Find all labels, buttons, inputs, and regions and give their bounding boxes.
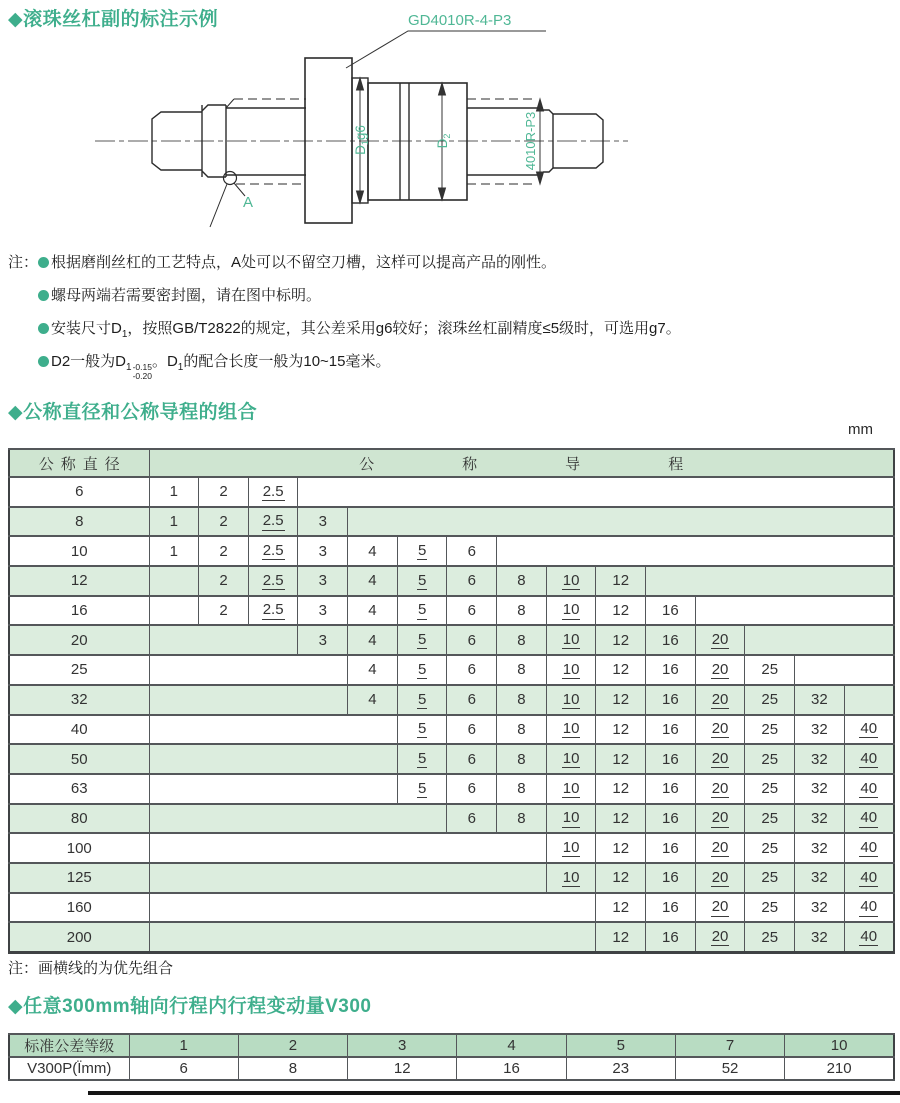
- unit-label: mm: [848, 421, 873, 438]
- preferred-lead: 10: [562, 571, 580, 589]
- lead-cell: 16: [646, 833, 696, 863]
- lead-cell: [397, 536, 447, 566]
- lead-cell: [695, 833, 745, 863]
- lead-cell: 32: [795, 715, 845, 745]
- v300-value-cell: 12: [348, 1057, 457, 1080]
- lead-header-char: 称: [462, 455, 478, 473]
- diameter-cell: 125: [9, 863, 149, 893]
- lead-cell: 6: [447, 715, 497, 745]
- note-item: 螺母两端若需要密封圈，请在图中标明。: [38, 279, 681, 312]
- lead-cell: 25: [745, 715, 795, 745]
- lead-cell: 4: [348, 685, 398, 715]
- lead-cell: 12: [596, 685, 646, 715]
- lead-cell: 4: [348, 536, 398, 566]
- table-row: [9, 833, 894, 863]
- lead-cell: 16: [646, 715, 696, 745]
- lead-cell: 2: [199, 596, 249, 626]
- lead-cell: 1: [149, 536, 199, 566]
- preferred-lead: 2.5: [262, 571, 284, 589]
- lead-cell: 3: [298, 596, 348, 626]
- preferred-lead: 20: [711, 720, 729, 738]
- blank-cell: [646, 566, 894, 596]
- lead-cell: 32: [795, 893, 845, 923]
- table-row: [9, 536, 894, 566]
- table-row: [9, 893, 894, 923]
- table-row: [9, 744, 894, 774]
- grade-cell: 4: [457, 1034, 566, 1057]
- lead-cell: [844, 863, 894, 893]
- lead-cell: [397, 744, 447, 774]
- preferred-lead: 40: [860, 779, 878, 797]
- lead-cell: [844, 774, 894, 804]
- lead-cell: 16: [646, 744, 696, 774]
- bullet-icon: [38, 290, 49, 301]
- lead-cell: [397, 566, 447, 596]
- lead-cell: [397, 715, 447, 745]
- lead-cell: 8: [497, 715, 547, 745]
- preferred-lead: 10: [562, 838, 580, 856]
- lead-cell: 2: [199, 477, 249, 507]
- lead-cell: 6: [447, 804, 497, 834]
- preferred-lead: 20: [711, 928, 729, 946]
- preferred-lead: 2.5: [262, 601, 284, 619]
- lead-header-char: 公: [359, 455, 375, 473]
- table-row: [9, 685, 894, 715]
- lead-cell: [546, 804, 596, 834]
- v300-value-cell: 6: [129, 1057, 238, 1080]
- v300-row-label: V300P(Ïmm): [9, 1057, 129, 1080]
- lead-cell: 16: [646, 922, 696, 952]
- v300-value-cell: 52: [675, 1057, 784, 1080]
- lead-header-char: 导: [565, 455, 581, 473]
- bullet-icon: [38, 356, 49, 367]
- diameter-cell: 12: [9, 566, 149, 596]
- preferred-lead: 5: [417, 660, 427, 678]
- blank-cell: [149, 566, 199, 596]
- lead-cell: 12: [596, 774, 646, 804]
- lead-cell: 12: [596, 833, 646, 863]
- lead-cell: 16: [646, 863, 696, 893]
- lead-cell: 12: [596, 655, 646, 685]
- lead-cell: [546, 744, 596, 774]
- lead-cell: 32: [795, 922, 845, 952]
- lead-combination-table: [8, 448, 895, 954]
- preferred-lead: 10: [562, 720, 580, 738]
- lead-cell: 3: [298, 507, 348, 537]
- lead-cell: 6: [447, 685, 497, 715]
- blank-cell: [149, 922, 596, 952]
- blank-cell: [149, 744, 397, 774]
- blank-cell: [149, 893, 596, 923]
- lead-header-char: 程: [668, 455, 684, 473]
- preferred-lead: 20: [711, 809, 729, 827]
- lead-cell: 8: [497, 655, 547, 685]
- dim-d1-label: $D_1g6$: [353, 125, 370, 155]
- v300-table: [8, 1033, 895, 1081]
- diameter-cell: 100: [9, 833, 149, 863]
- lead-cell: [844, 744, 894, 774]
- v300-value-cell: 8: [238, 1057, 347, 1080]
- lead-cell: [695, 655, 745, 685]
- preferred-lead: 40: [860, 898, 878, 916]
- lead-cell: 12: [596, 744, 646, 774]
- dim-d2-label: $D_2$: [435, 133, 452, 149]
- preferred-lead: 5: [417, 631, 427, 649]
- v300-value-cell: 210: [785, 1057, 894, 1080]
- preferred-lead: 10: [562, 690, 580, 708]
- notes-block: [8, 246, 681, 381]
- diameter-cell: 6: [9, 477, 149, 507]
- lead-cell: [695, 863, 745, 893]
- blank-cell: [695, 596, 894, 626]
- table-row: [9, 715, 894, 745]
- lead-cell: [397, 774, 447, 804]
- lead-cell: [844, 833, 894, 863]
- lead-cell: 8: [497, 596, 547, 626]
- preferred-lead: 40: [860, 868, 878, 886]
- lead-cell: 3: [298, 625, 348, 655]
- lead-cell: [397, 655, 447, 685]
- section3-title: ◆任意300mm轴向行程内行程变动量V300: [8, 996, 372, 1017]
- lead-cell: 12: [596, 596, 646, 626]
- grade-cell: 5: [566, 1034, 675, 1057]
- grade-cell: 1: [129, 1034, 238, 1057]
- lead-cell: 2: [199, 566, 249, 596]
- v300-value-cell: 23: [566, 1057, 675, 1080]
- lead-cell: 12: [596, 804, 646, 834]
- table-row: [9, 863, 894, 893]
- preferred-lead: 40: [860, 838, 878, 856]
- grade-header-label: 标准公差等级: [9, 1034, 129, 1057]
- lead-cell: 4: [348, 566, 398, 596]
- grade-cell: 3: [348, 1034, 457, 1057]
- lead-cell: [248, 507, 298, 537]
- lead-cell: 6: [447, 566, 497, 596]
- blank-cell: [795, 655, 894, 685]
- lead-cell: [397, 625, 447, 655]
- lead-cell: 1: [149, 507, 199, 537]
- lead-cell: 4: [348, 655, 398, 685]
- tolerance-upper: -0.15: [132, 362, 152, 372]
- preferred-lead: 20: [711, 898, 729, 916]
- table-row: [9, 922, 894, 952]
- lead-cell: [546, 833, 596, 863]
- lead-cell: 25: [745, 922, 795, 952]
- lead-cell: 8: [497, 774, 547, 804]
- lead-cell: 25: [745, 833, 795, 863]
- lead-cell: [546, 655, 596, 685]
- lead-cell: [844, 715, 894, 745]
- preferred-lead: 5: [417, 720, 427, 738]
- lead-cell: [248, 596, 298, 626]
- lead-cell: 16: [646, 804, 696, 834]
- diameter-cell: 160: [9, 893, 149, 923]
- lead-cell: [695, 685, 745, 715]
- lead-cell: 25: [745, 744, 795, 774]
- v300-value-cell: 16: [457, 1057, 566, 1080]
- lead-cell: 16: [646, 774, 696, 804]
- lead-cell: 25: [745, 893, 795, 923]
- table-row: [9, 625, 894, 655]
- lead-cell: [695, 625, 745, 655]
- lead-cell: 12: [596, 922, 646, 952]
- lead-cell: 25: [745, 685, 795, 715]
- dim-thread-label: 4010R-P3: [523, 111, 538, 171]
- preferred-lead: 20: [711, 690, 729, 708]
- lead-cell: [695, 804, 745, 834]
- table-row: [9, 774, 894, 804]
- lead-cell: 32: [795, 833, 845, 863]
- lead-cell: 6: [447, 625, 497, 655]
- grade-cell: 10: [785, 1034, 894, 1057]
- lead-cell: 32: [795, 804, 845, 834]
- lead-cell: [546, 715, 596, 745]
- lead-cell: [248, 477, 298, 507]
- preferred-lead: 20: [711, 631, 729, 649]
- section1-title: ◆滚珠丝杠副的标注示例: [8, 9, 219, 30]
- preferred-lead: 5: [417, 542, 427, 560]
- lead-cell: 8: [497, 744, 547, 774]
- lead-cell: [397, 685, 447, 715]
- diameter-cell: 50: [9, 744, 149, 774]
- lead-cell: [546, 596, 596, 626]
- leader-line: [346, 31, 546, 68]
- note-item: D2一般为$D_1$ -0.15 -0.20 。$D_1$的配合长度一般为10~15毫米。: [38, 345, 681, 378]
- v300-value-row: [9, 1057, 894, 1080]
- lead-cell: 8: [497, 804, 547, 834]
- detail-a-circle: [224, 172, 237, 185]
- lead-cell: 6: [447, 536, 497, 566]
- detail-a-label: A: [243, 194, 254, 211]
- preferred-lead: 40: [860, 809, 878, 827]
- preferred-lead: 40: [860, 749, 878, 767]
- subscript: 1: [177, 362, 184, 373]
- lead-cell: 25: [745, 774, 795, 804]
- diameter-cell: 16: [9, 596, 149, 626]
- lead-cell: 4: [348, 625, 398, 655]
- preferred-lead: 5: [417, 601, 427, 619]
- lead-cell: 16: [646, 655, 696, 685]
- lead-cell: 8: [497, 566, 547, 596]
- preferred-lead: 10: [562, 749, 580, 767]
- diameter-cell: 32: [9, 685, 149, 715]
- lead-cell: [695, 922, 745, 952]
- preferred-lead: 20: [711, 749, 729, 767]
- diameter-cell: 200: [9, 922, 149, 952]
- preferred-lead: 10: [562, 809, 580, 827]
- notes-prefix: 注：: [8, 254, 39, 271]
- lead-cell: 2: [199, 507, 249, 537]
- preferred-lead: 5: [417, 690, 427, 708]
- blank-cell: [149, 685, 348, 715]
- preferred-lead: 5: [417, 571, 427, 589]
- lead-cell: 6: [447, 596, 497, 626]
- ballscrew-drawing: [0, 0, 900, 245]
- table-footnote: 注：画横线的为优先组合: [8, 960, 174, 977]
- lead-cell: 4: [348, 596, 398, 626]
- lead-cell: 8: [497, 625, 547, 655]
- lead-cell: [695, 715, 745, 745]
- lead-cell: [695, 744, 745, 774]
- lead-cell: 6: [447, 655, 497, 685]
- diameter-cell: 20: [9, 625, 149, 655]
- lead-cell: 2: [199, 536, 249, 566]
- lead-cell: 16: [646, 596, 696, 626]
- blank-cell: [149, 715, 397, 745]
- lead-cell: 12: [596, 863, 646, 893]
- lead-cell: 1: [149, 477, 199, 507]
- lead-cell: 32: [795, 685, 845, 715]
- lead-cell: [546, 566, 596, 596]
- lead-cell: [844, 922, 894, 952]
- lead-cell: 16: [646, 685, 696, 715]
- preferred-lead: 20: [711, 779, 729, 797]
- diameter-cell: 63: [9, 774, 149, 804]
- lead-cell: [546, 685, 596, 715]
- page-bottom-rule: [88, 1091, 900, 1095]
- lead-cell: 32: [795, 863, 845, 893]
- blank-cell: [149, 774, 397, 804]
- lead-cell: 12: [596, 566, 646, 596]
- lead-cell: [546, 625, 596, 655]
- lead-cell: 6: [447, 774, 497, 804]
- lead-cell: [248, 566, 298, 596]
- lead-cell: 16: [646, 893, 696, 923]
- blank-cell: [149, 596, 199, 626]
- note-item: 根据磨削丝杠的工艺特点，A处可以不留空刀槽，这样可以提高产品的刚性。: [38, 246, 681, 279]
- lead-cell: [248, 536, 298, 566]
- lead-cell: 25: [745, 863, 795, 893]
- lead-cell: [546, 774, 596, 804]
- lead-cell: [844, 893, 894, 923]
- lead-cell: 32: [795, 774, 845, 804]
- diameter-cell: 40: [9, 715, 149, 745]
- table-row: [9, 655, 894, 685]
- preferred-lead: 10: [562, 601, 580, 619]
- section2-title: ◆公称直径和公称导程的组合: [8, 402, 258, 423]
- diameter-cell: 10: [9, 536, 149, 566]
- lead-cell: 6: [447, 744, 497, 774]
- lead-cell: 12: [596, 715, 646, 745]
- lead-header: [149, 449, 894, 477]
- lead-cell: 25: [745, 655, 795, 685]
- bullet-icon: [38, 323, 49, 334]
- blank-cell: [149, 863, 546, 893]
- preferred-lead: 20: [711, 660, 729, 678]
- preferred-lead: 10: [562, 868, 580, 886]
- preferred-lead: 5: [417, 779, 427, 797]
- table-row: [9, 507, 894, 537]
- blank-cell: [149, 655, 348, 685]
- table-row: [9, 566, 894, 596]
- diameter-header: 公称直径: [9, 449, 149, 477]
- diameter-cell: 25: [9, 655, 149, 685]
- table-row: [9, 477, 894, 507]
- lead-cell: 12: [596, 625, 646, 655]
- diameter-cell: 8: [9, 507, 149, 537]
- lead-cell: 8: [497, 685, 547, 715]
- blank-cell: [149, 625, 298, 655]
- preferred-lead: 20: [711, 838, 729, 856]
- blank-cell: [745, 625, 894, 655]
- grade-header-row: [9, 1034, 894, 1057]
- lead-cell: 32: [795, 744, 845, 774]
- preferred-lead: 5: [417, 749, 427, 767]
- header-row: [9, 449, 894, 477]
- lead-cell: [397, 596, 447, 626]
- preferred-lead: 2.5: [262, 512, 284, 530]
- preferred-lead: 40: [860, 720, 878, 738]
- preferred-lead: 2.5: [262, 542, 284, 560]
- lead-cell: [546, 863, 596, 893]
- notes-list: [38, 246, 681, 381]
- preferred-lead: 40: [860, 928, 878, 946]
- tolerance-lower: -0.20: [132, 371, 152, 381]
- lead-header-chars: [150, 453, 893, 474]
- blank-cell: [149, 804, 447, 834]
- preferred-lead: 20: [711, 868, 729, 886]
- lead-cell: [695, 774, 745, 804]
- table-row: [9, 596, 894, 626]
- preferred-lead: 10: [562, 779, 580, 797]
- blank-cell: [497, 536, 894, 566]
- subscript: 1: [126, 362, 132, 373]
- preferred-lead: 10: [562, 660, 580, 678]
- lead-cell: 3: [298, 566, 348, 596]
- diameter-cell: 80: [9, 804, 149, 834]
- part-number-label: GD4010R-4-P3: [408, 12, 512, 29]
- grade-cell: 7: [675, 1034, 784, 1057]
- tolerance-stack: [133, 363, 152, 381]
- preferred-lead: 10: [562, 631, 580, 649]
- dimension-lines: [346, 31, 546, 203]
- bullet-icon: [38, 257, 49, 268]
- table-row: [9, 804, 894, 834]
- lead-cell: 25: [745, 804, 795, 834]
- blank-cell: [844, 685, 894, 715]
- lead-cell: [844, 804, 894, 834]
- grade-cell: 2: [238, 1034, 347, 1057]
- blank-cell: [348, 507, 894, 537]
- lead-cell: 3: [298, 536, 348, 566]
- lead-cell: [695, 893, 745, 923]
- lead-cell: 12: [596, 893, 646, 923]
- blank-cell: [298, 477, 894, 507]
- preferred-lead: 2.5: [262, 482, 284, 500]
- blank-cell: [149, 833, 546, 863]
- note-item: 安装尺寸$D_1$，按照GB/T2822的规定，其公差采用g6较好；滚珠丝杠副精度≤5级时，可选用g7。: [38, 312, 681, 345]
- subscript: 1: [121, 329, 128, 340]
- lead-cell: 16: [646, 625, 696, 655]
